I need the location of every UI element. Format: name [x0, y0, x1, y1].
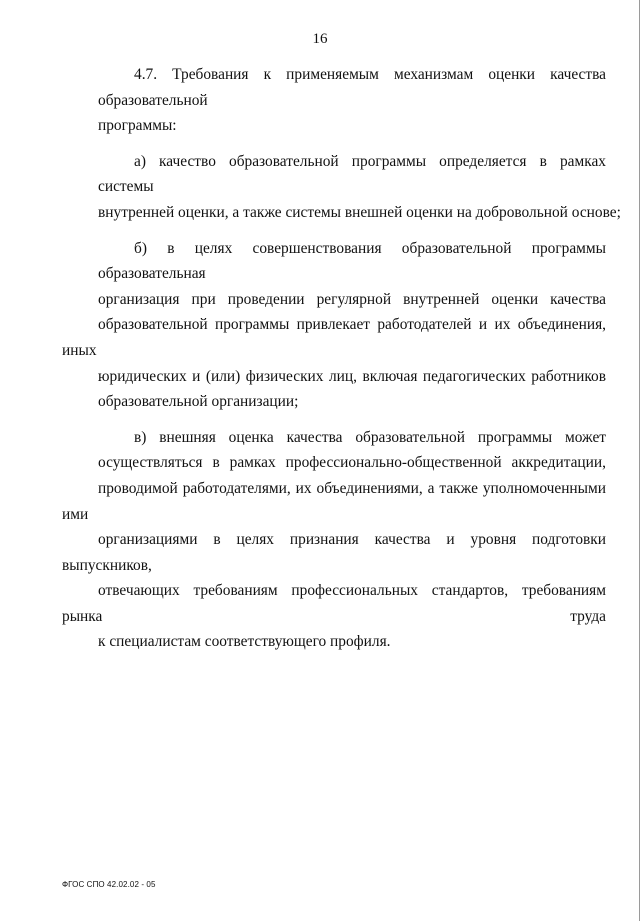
text-line: организация при проведении регулярной внутренней оценки качества: [98, 290, 606, 308]
paragraph-v: [62, 425, 606, 655]
text-line: б) в целях совершенствования образовательной программы образовательная: [98, 239, 606, 283]
text-line: 4.7. Требования к применяемым механизмам оценки качества образовательной: [98, 66, 606, 109]
text-line: юридических и (или) физических лиц, включая педагогических работников: [98, 367, 606, 385]
page-number: 16: [312, 31, 328, 47]
text-line: организациями в целях признания качества и уровня подготовки выпускников,: [62, 531, 606, 574]
paragraph-b: [62, 236, 606, 415]
document-body: [62, 62, 621, 655]
text-line: внутренней оценки, а также системы внешней оценки на добровольной основе;: [98, 203, 621, 221]
text-line: программы:: [98, 117, 177, 135]
text-line: к специалистам соответствующего профиля.: [98, 633, 391, 651]
text-line: в) внешняя оценка качества образовательной программы может: [134, 428, 606, 446]
paragraph-a: [62, 149, 621, 226]
footer-standard-code: ФГОС СПО 42.02.02 - 05: [62, 880, 156, 889]
text-line: проводимой работодателями, их объединениями, а также уполномоченными ими: [62, 479, 606, 523]
text-line: образовательной организации;: [98, 393, 299, 411]
text-line: осуществляться в рамках профессионально-общественной аккредитации,: [98, 454, 606, 472]
text-line: образовательной программы привлекает работодателей и их объединения, иных: [62, 316, 606, 359]
text-line: отвечающих требованиям профессиональных стандартов, требованиям рынка труда: [62, 582, 606, 625]
text-line: а) качество образовательной программы определяется в рамках системы: [98, 152, 606, 196]
paragraph-4-7: [62, 62, 606, 139]
